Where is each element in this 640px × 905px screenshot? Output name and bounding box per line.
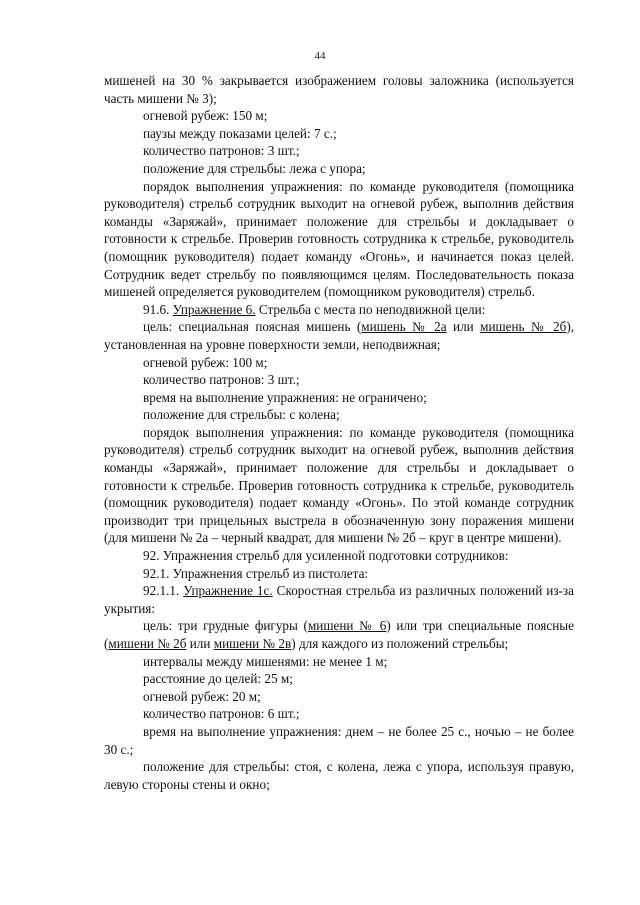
text-segment: ) или три специальные поясные (: [104, 618, 574, 651]
text-segment: ), установленная на уровне поверхности земли, неподвижная;: [104, 319, 575, 352]
text-segment: положение для стрельбы: стоя, с колена, лежа с упора, используя правую, левую стороны стены и окно;: [104, 759, 574, 792]
text-segment: 92. Упражнения стрельб для усиленной подготовки сотрудников:: [143, 548, 509, 564]
text-segment: положение для стрельбы: лежа с упора;: [143, 160, 366, 176]
text-segment: 92.1.1.: [143, 583, 184, 599]
text-segment: ) для каждого из положений стрельбы;: [291, 636, 509, 651]
text-segment: мишеней на 30 % закрывается изображением головы заложника (используется часть мишени № 3);: [104, 73, 574, 106]
text-segment: или: [186, 636, 214, 651]
text-segment: количество патронов: 3 шт.;: [143, 372, 300, 388]
text-segment: количество патронов: 6 шт.;: [143, 706, 300, 722]
text-segment: 92.1. Упражнения стрельб из пистолета:: [143, 565, 369, 581]
paragraph: [104, 72, 574, 107]
paragraph: [104, 723, 574, 758]
paragraph: [104, 301, 574, 319]
text-segment: время на выполнение упражнения: не ограничено;: [143, 389, 427, 405]
paragraph: [104, 354, 574, 372]
text-segment: цель: три грудные фигуры (: [143, 618, 308, 634]
paragraph: [104, 670, 574, 688]
paragraph: [104, 318, 574, 353]
paragraph: [104, 582, 574, 617]
underlined-reference: Упражнение 1с.: [183, 583, 273, 599]
text-segment: порядок выполнения упражнения: по команде руководителя (помощника руководителя) стрельб сотрудник выходит на огневой рубеж, выполнив действия команды «Заряжай», принимает положение для стрельбы и докладывает о готовности к стрельбе. Проверив готовность сотрудника к стрельбе, руководитель (помощник руководителя) подает команду «Огонь», и начинается показ целей. Сотрудник ведет стрельбу по появляющимся целям. Последовательность показа мишеней определяется руководителем (помощником руководителя) стрельб.: [104, 178, 574, 300]
text-segment: огневой рубеж: 150 м;: [143, 108, 268, 124]
text-segment: количество патронов: 3 шт.;: [143, 143, 300, 159]
paragraph: [104, 565, 574, 583]
paragraph: [104, 160, 574, 178]
text-segment: Стрельба с места по неподвижной цели:: [255, 301, 486, 317]
paragraph: [104, 758, 574, 793]
paragraph: [104, 371, 574, 389]
document-body: [104, 72, 574, 793]
paragraph: [104, 705, 574, 723]
text-segment: Скоростная стрельба из различных положений из-за укрытия:: [104, 583, 574, 616]
paragraph: [104, 389, 574, 407]
text-segment: положение для стрельбы: с колена;: [143, 407, 340, 423]
underlined-reference: Упражнение 6.: [172, 301, 256, 317]
text-segment: паузы между показами целей: 7 с.;: [143, 125, 337, 141]
text-segment: интервалы между мишенями: не менее 1 м;: [143, 653, 388, 669]
text-segment: порядок выполнения упражнения: по команде руководителя (помощника руководителя) стрельб сотрудник выходит на огневой рубеж, выполнив действия команды «Заряжай», принимает положение для стрельбы и докладывает о готовности к стрельбе. Проверив готовность сотрудника к стрельбе, руководитель (помощник руководителя) подает команду «Огонь». По этой команде сотрудник производит три прицельных выстрела в обозначенную зону поражения мишени (для мишени № 2а – черный квадрат, для мишени № 2б – круг в центре мишени).: [104, 424, 574, 546]
paragraph: [104, 617, 574, 652]
underlined-reference: мишени № 2в: [213, 636, 292, 651]
underlined-reference: мишени № 2б: [108, 636, 187, 651]
underlined-reference: мишени № 6: [307, 618, 387, 634]
paragraph: [104, 178, 574, 301]
underlined-reference: мишень № 2а: [361, 319, 447, 335]
underlined-reference: мишень № 2б: [480, 319, 567, 335]
paragraph: [104, 547, 574, 565]
text-segment: 91.6.: [143, 301, 173, 317]
text-segment: или: [446, 319, 481, 335]
paragraph: [104, 653, 574, 671]
paragraph: [104, 424, 574, 547]
paragraph: [104, 107, 574, 125]
page-number: 44: [314, 50, 326, 62]
paragraph: [104, 688, 574, 706]
text-segment: цель: специальная поясная мишень (: [143, 319, 362, 335]
paragraph: [104, 142, 574, 160]
paragraph: [104, 406, 574, 424]
paragraph: [104, 125, 574, 143]
text-segment: время на выполнение упражнения: днем – не более 25 с., ночью – не более 30 с.;: [104, 723, 574, 757]
text-segment: огневой рубеж: 100 м;: [143, 354, 268, 370]
text-segment: огневой рубеж: 20 м;: [143, 688, 261, 704]
text-segment: расстояние до целей: 25 м;: [143, 671, 293, 687]
